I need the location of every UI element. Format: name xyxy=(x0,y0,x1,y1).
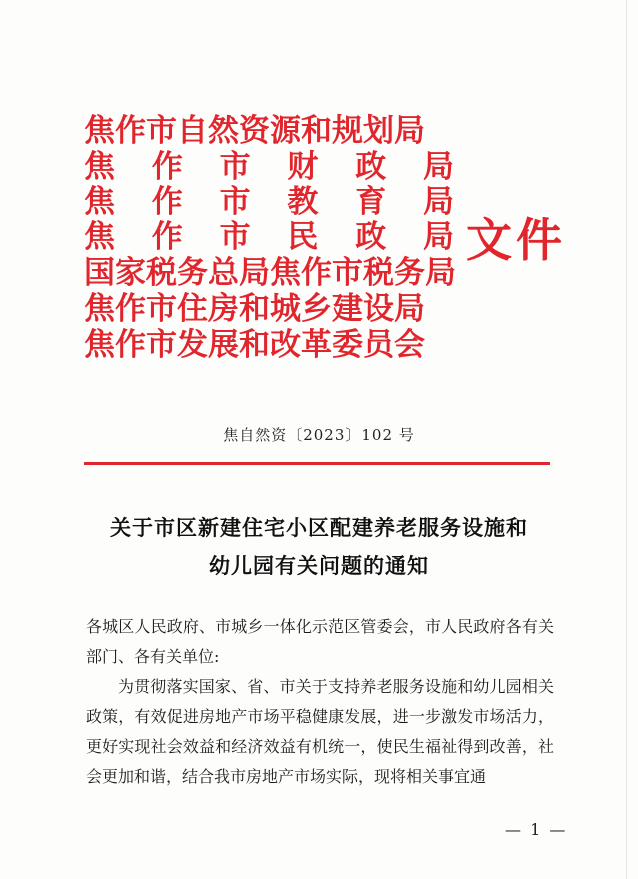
issuer-char: 政 xyxy=(355,149,387,185)
issuer-char: 育 xyxy=(355,184,387,220)
title-line-2: 幼儿园有关问题的通知 xyxy=(209,553,429,578)
issuer-char: 作 xyxy=(151,184,183,220)
issuer-char: 局 xyxy=(422,149,454,185)
issuer-char: 市 xyxy=(219,184,251,220)
issuer-char: 教 xyxy=(287,184,319,220)
page-number: — 1 — xyxy=(505,820,568,839)
issuer-char: 焦 xyxy=(84,149,115,185)
issuer-char: 局 xyxy=(422,184,454,220)
issuer-char: 焦 xyxy=(84,219,115,255)
issuer-char: 政 xyxy=(355,219,387,255)
body-text xyxy=(86,612,554,792)
issuer-char: 作 xyxy=(151,149,183,185)
issuer-char: 民 xyxy=(287,219,319,255)
issuer-char: 焦 xyxy=(84,184,115,220)
issuer-char: 财 xyxy=(287,149,319,185)
issuer-line-4 xyxy=(84,218,454,256)
issuer-char: 市 xyxy=(219,149,251,185)
title-line-1: 关于市区新建住宅小区配建养老服务设施和 xyxy=(110,515,528,540)
issuer-line-6: 焦作市住房和城乡建设局 xyxy=(84,291,425,327)
issuer-line-3 xyxy=(84,183,454,221)
red-separator-line xyxy=(84,462,550,465)
issuer-char: 作 xyxy=(151,219,183,255)
document-number: 焦自然资〔2023〕102 号 xyxy=(223,426,415,444)
issuer-char: 局 xyxy=(422,219,454,255)
body-paragraph-1: 为贯彻落实国家、省、市关于支持养老服务设施和幼儿园相关政策，有效促进房地产市场平稳健康发展，进一步激发市场活力，更好实现社会效益和经济效益有机统一，使民生福祉得到改善，社会更加和谐，结合我市房地产市场实际，现将相关事宜通 xyxy=(86,677,554,786)
issuer-char: 市 xyxy=(219,219,251,255)
document-type-label: 文件 xyxy=(466,213,566,267)
issuer-line-7: 焦作市发展和改革委员会 xyxy=(84,327,425,363)
issuer-line-1: 焦作市自然资源和规划局 xyxy=(84,113,425,149)
addressee-paragraph: 各城区人民政府、市城乡一体化示范区管委会，市人民政府各有关部门、各有关单位: xyxy=(86,617,554,666)
issuer-line-2 xyxy=(84,148,454,186)
issuer-line-5: 国家税务总局焦作市税务局 xyxy=(84,255,456,291)
